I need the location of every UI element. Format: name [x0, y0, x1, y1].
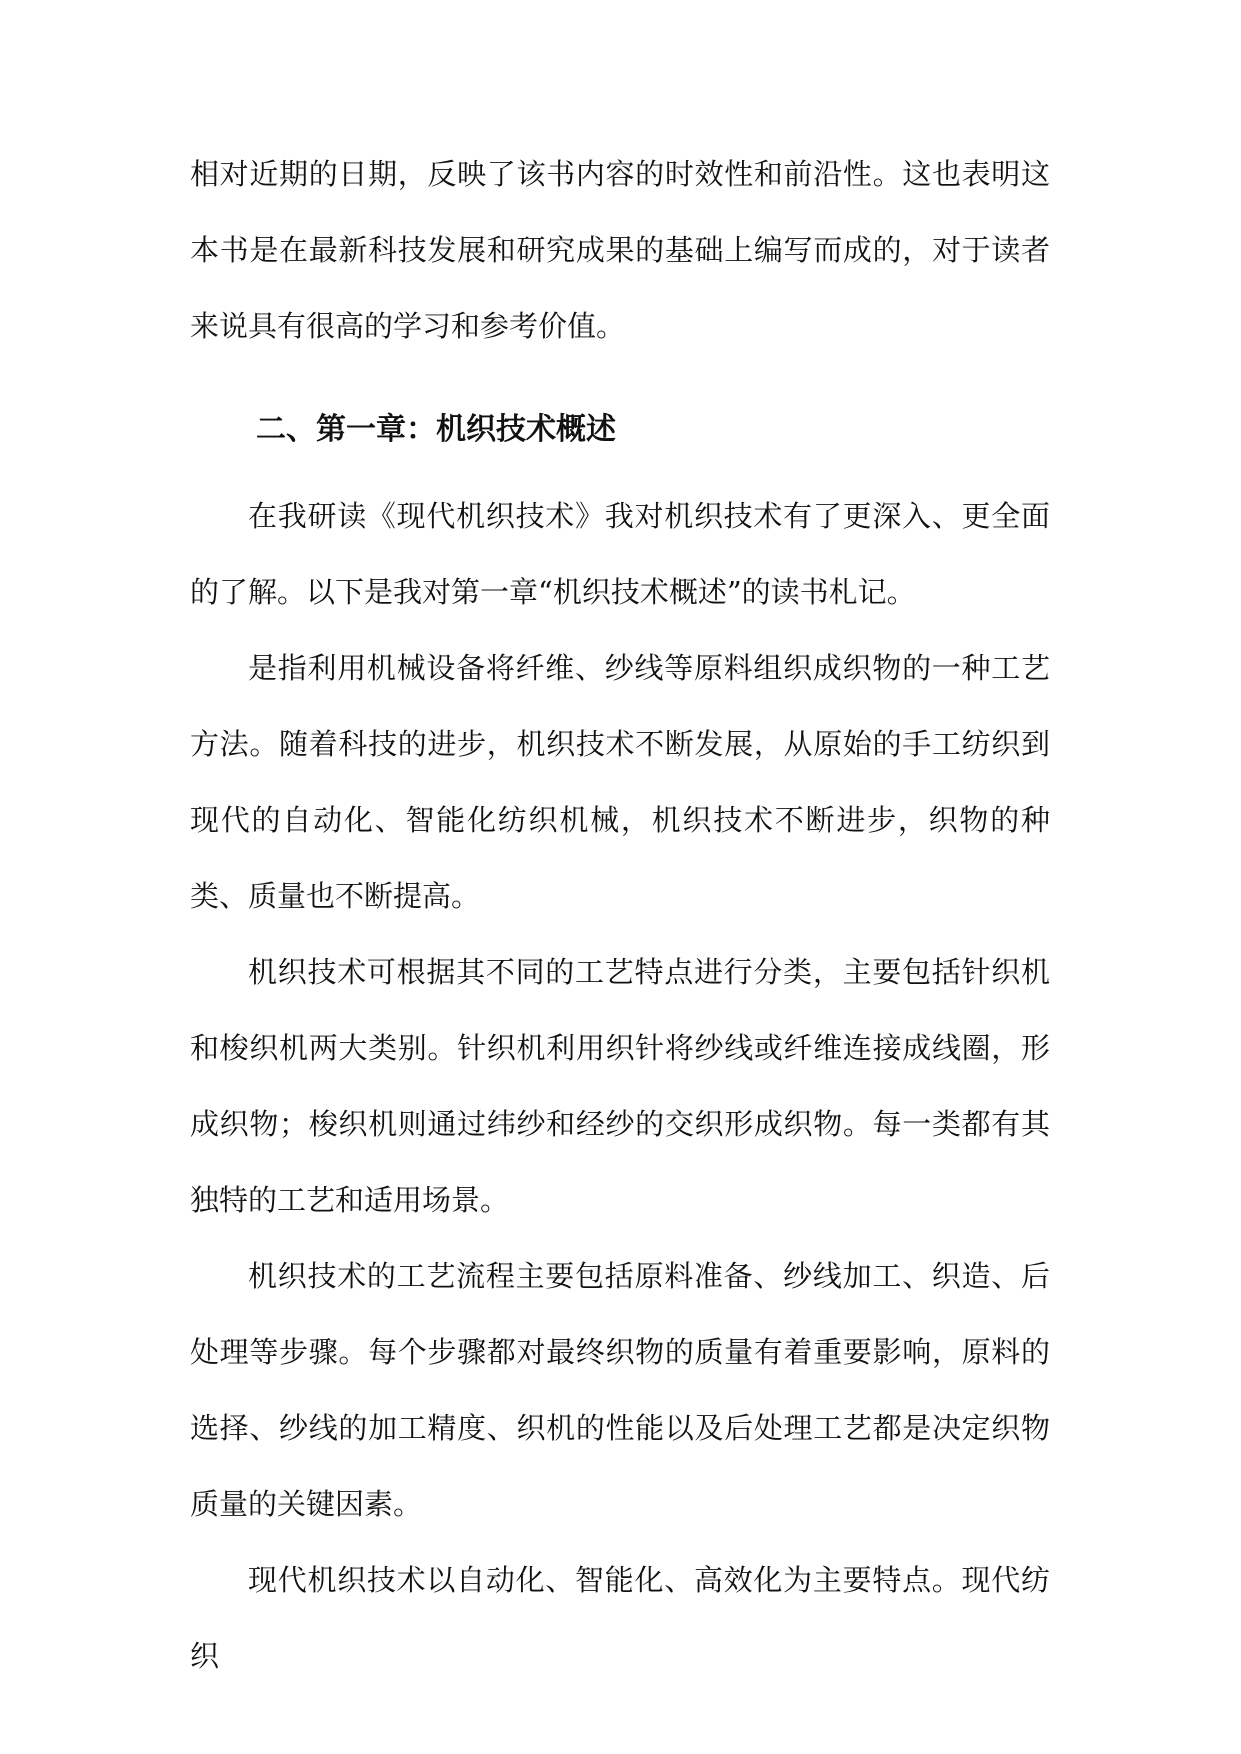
chapter-heading: 二、第一章：机织技术概述	[256, 412, 616, 447]
paragraph-process: 机织技术的工艺流程主要包括原料准备、纱线加工、织造、后处理等步骤。每个步骤都对最终织物的质量有着重要影响，原料的选择、纱线的加工精度、织机的性能以及后处理工艺都是决定织物质量的关键因素。	[190, 1259, 1050, 1521]
paragraph-intro: 在我研读《现代机织技术》我对机织技术有了更深入、更全面的了解。以下是我对第一章“机织技术概述”的读书札记。	[190, 499, 1050, 609]
paragraph-definition: 是指利用机械设备将纤维、纱线等原料组织成织物的一种工艺方法。随着科技的进步，机织技术不断发展，从原始的手工纺织到现代的自动化、智能化纺织机械，机织技术不断进步，织物的种类、质量也不断提高。	[190, 651, 1050, 913]
paragraph-classification: 机织技术可根据其不同的工艺特点进行分类，主要包括针织机和梭织机两大类别。针织机利用织针将纱线或纤维连接成线圈，形成织物；梭织机则通过纬纱和经纱的交织形成织物。每一类都有其独特的工艺和适用场景。	[190, 955, 1050, 1217]
paragraph-modern: 现代机织技术以自动化、智能化、高效化为主要特点。现代纺织	[190, 1563, 1050, 1673]
paragraph-continued: 相对近期的日期，反映了该书内容的时效性和前沿性。这也表明这本书是在最新科技发展和研究成果的基础上编写而成的，对于读者来说具有很高的学习和参考价值。	[190, 157, 1050, 343]
